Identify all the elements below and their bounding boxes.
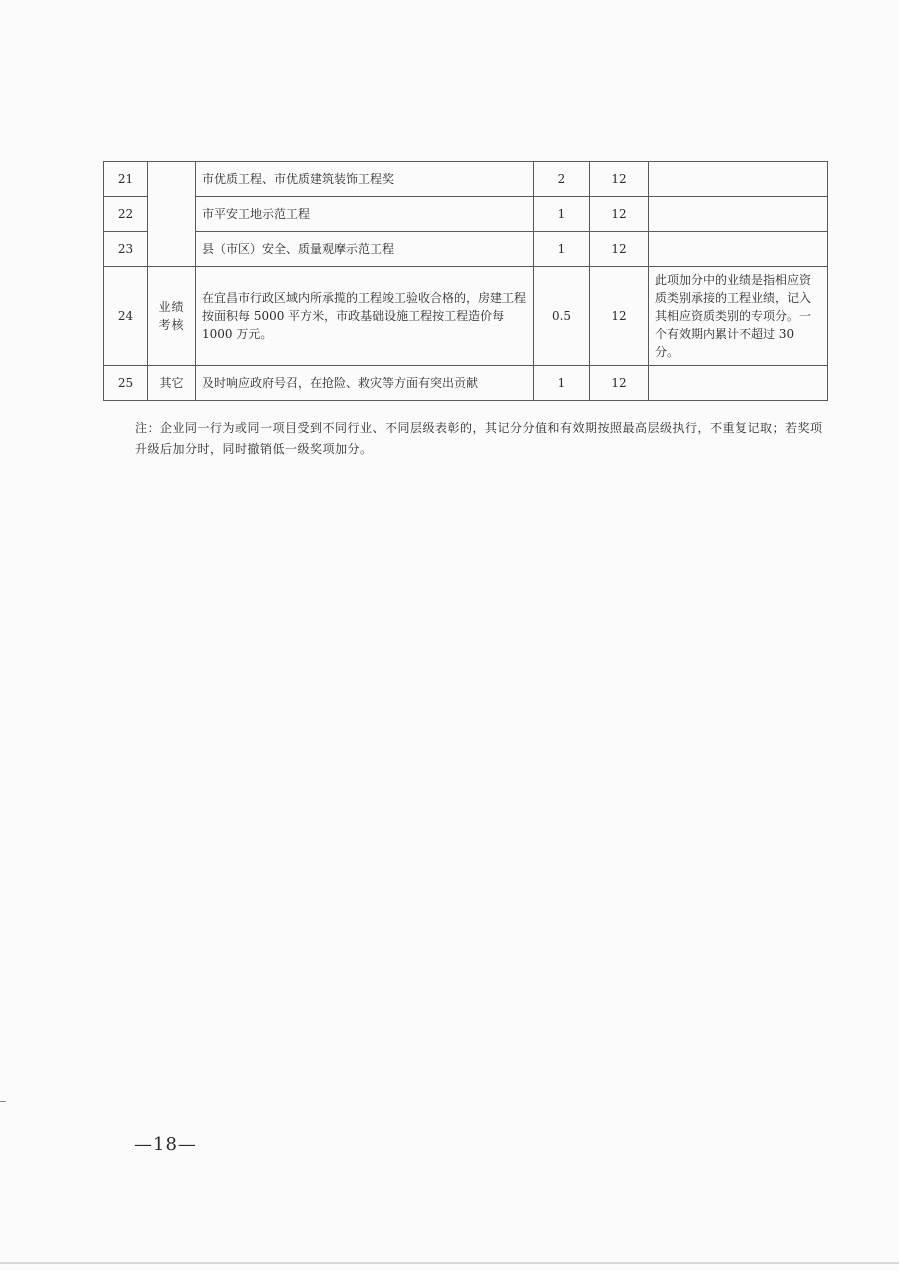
- row-period: 12: [590, 162, 649, 197]
- row-period: 12: [590, 232, 649, 267]
- row-period: 12: [590, 366, 649, 401]
- row-number: 21: [104, 162, 148, 197]
- footnote: 注：企业同一行为或同一项目受到不同行业、不同层级表彰的，其记分分值和有效期按照最高层级执行，不重复记取；若奖项升级后加分时，同时撤销低一级奖项加分。: [135, 421, 823, 456]
- row-score: 1: [534, 197, 590, 232]
- row-score: 1: [534, 366, 590, 401]
- row-period: 12: [590, 267, 649, 366]
- row-score: 0.5: [534, 267, 590, 366]
- row-category: 其它: [148, 366, 196, 401]
- row-note: [649, 197, 828, 232]
- scan-bottom-edge: [0, 1262, 899, 1264]
- row-note: [649, 366, 828, 401]
- row-category-cell: [148, 267, 196, 366]
- row-description: 市优质工程、市优质建筑装饰工程奖: [196, 162, 534, 197]
- scoring-table: [103, 161, 828, 401]
- row-description: 县（市区）安全、质量观摩示范工程: [196, 232, 534, 267]
- row-period: 12: [590, 197, 649, 232]
- row-description: 及时响应政府号召，在抢险、救灾等方面有突出贡献: [196, 366, 534, 401]
- table-row: [104, 197, 828, 232]
- table-row: [104, 162, 828, 197]
- row-description: 在宜昌市行政区域内所承揽的工程竣工验收合格的，房建工程按面积每 5000 平方米，市政基础设施工程按工程造价每 1000 万元。: [196, 267, 534, 366]
- row-note: 此项加分中的业绩是指相应资质类别承接的工程业绩，记入其相应资质类别的专项分。一个有效期内累计不超过 30 分。: [649, 267, 828, 366]
- row-note: [649, 232, 828, 267]
- table-row: [104, 267, 828, 366]
- row-number: 25: [104, 366, 148, 401]
- row-number: 24: [104, 267, 148, 366]
- row-score: 1: [534, 232, 590, 267]
- table-row: [104, 366, 828, 401]
- row-number: 23: [104, 232, 148, 267]
- table-row: [104, 232, 828, 267]
- row-score: 2: [534, 162, 590, 197]
- row-note: [649, 162, 828, 197]
- page-number: —18—: [134, 1134, 197, 1155]
- row-category: 业绩考核: [158, 300, 185, 332]
- scan-edge-mark: [0, 1101, 6, 1102]
- row-category: [148, 162, 196, 267]
- row-number: 22: [104, 197, 148, 232]
- row-description: 市平安工地示范工程: [196, 197, 534, 232]
